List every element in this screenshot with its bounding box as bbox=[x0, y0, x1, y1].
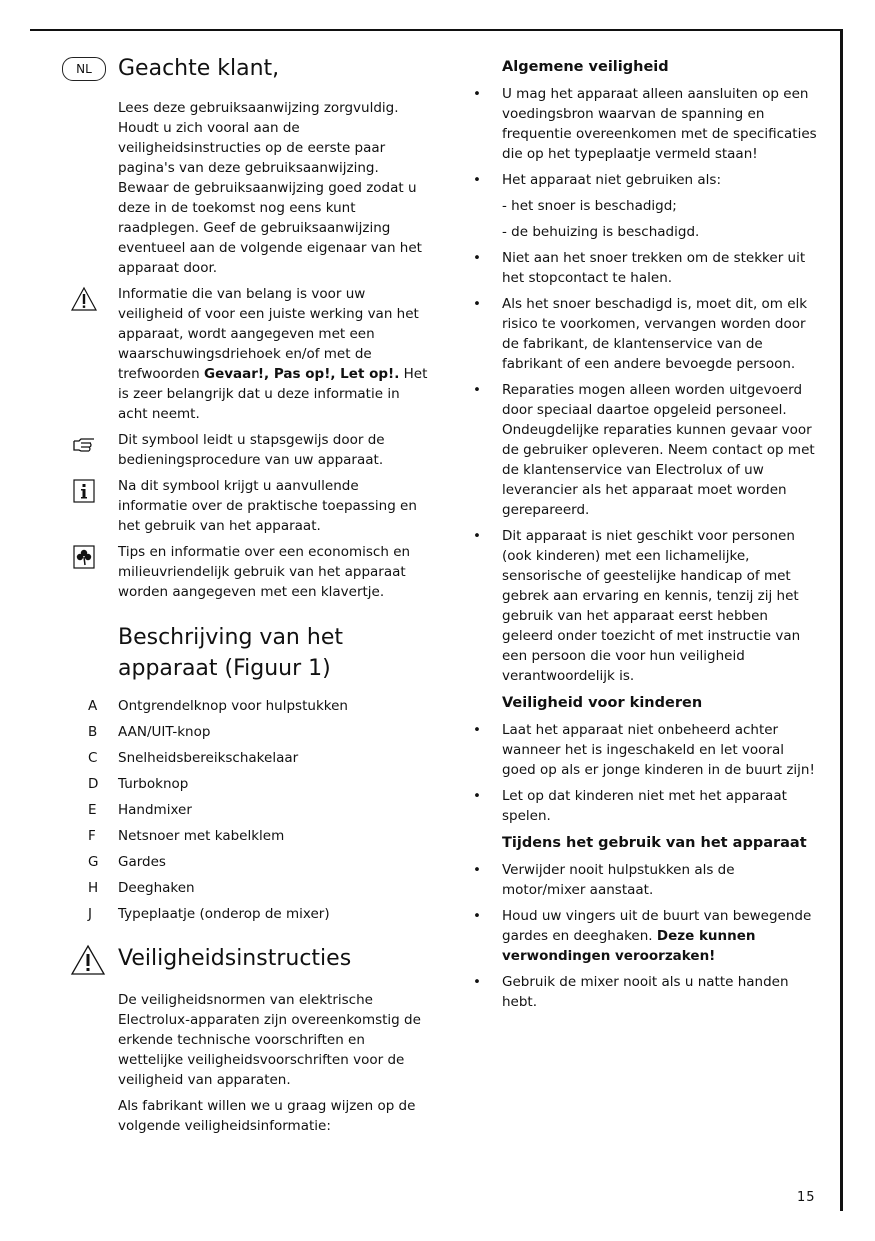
bullet-dot: • bbox=[473, 862, 481, 878]
left-column bbox=[62, 50, 432, 1136]
part-label: Ontgrendelknop voor hulpstukken bbox=[118, 698, 348, 714]
bullet-dot: • bbox=[473, 382, 481, 398]
bullet-dot: • bbox=[473, 296, 481, 312]
language-badge: NL bbox=[62, 57, 106, 81]
bullet-bold-warning: Deze kunnen verwondingen veroorzaken! bbox=[502, 928, 756, 964]
bullet-dot: • bbox=[473, 908, 481, 924]
list-item bbox=[62, 800, 432, 826]
warning-text-part-b: Het is zeer belangrijk dat u deze informatie in acht neemt. bbox=[118, 366, 428, 422]
page-number: 15 bbox=[797, 1190, 816, 1205]
children-safety-title: Veiligheid voor kinderen bbox=[502, 695, 703, 711]
clover-symbol-row bbox=[62, 542, 432, 602]
list-item bbox=[470, 248, 820, 288]
list-item bbox=[470, 972, 820, 1012]
list-item bbox=[62, 852, 432, 878]
info-icon bbox=[70, 478, 98, 504]
list-item bbox=[470, 720, 820, 780]
list-item bbox=[62, 696, 432, 722]
bullet-dot: • bbox=[473, 788, 481, 804]
bullet-text: Reparaties mogen alleen worden uitgevoerd door speciaal daartoe opgeleid personeel. Ondeugdelijke reparaties kunnen gevaar voor de gebruiker opleveren. Neem contact op met de klantenservice van Electrolux of uw leverancier als het apparaat moet worden gerepareerd. bbox=[502, 382, 815, 518]
list-item bbox=[470, 294, 820, 374]
part-label: Gardes bbox=[118, 854, 166, 870]
bullet-dot: • bbox=[473, 974, 481, 990]
safety-para1: De veiligheidsnormen van elektrische Electrolux-apparaten zijn overeenkomstig de erkende technische voorschriften en wettelijke veiligheidsvoorschriften voor de veiligheid van apparaten. bbox=[118, 992, 421, 1088]
bullet-dot: • bbox=[473, 86, 481, 102]
warning-keywords: Gevaar!, Pas op!, Let op!. bbox=[203, 366, 400, 382]
part-label: Typeplaatje (onderop de mixer) bbox=[118, 906, 330, 922]
bullet-text: U mag het apparaat alleen aansluiten op een voedingsbron waarvan de spanning en frequentie overeenkomen met de specificaties die op het typeplaatje vermeld staan! bbox=[502, 86, 817, 162]
page-frame-right-rule bbox=[840, 29, 843, 1211]
hand-symbol-row bbox=[62, 430, 432, 470]
usage-safety-title: Tijdens het gebruik van het apparaat bbox=[502, 835, 807, 851]
right-column bbox=[470, 56, 820, 1018]
part-letter: G bbox=[88, 854, 99, 870]
greeting-title: Geachte klant, bbox=[118, 56, 280, 81]
part-label: AAN/UIT-knop bbox=[118, 724, 211, 740]
description-title-line1: Beschrijving van het bbox=[118, 625, 343, 650]
greeting-intro: Lees deze gebruiksaanwijzing zorgvuldig. Houdt u zich vooral aan de veiligheidsinstructies op de eerste paar pagina's van deze gebruiksaanwijzing. Bewaar de gebruiksaanwijzing goed zodat u deze in de toekomst nog eens kunt raadplegen. Geef de gebruiksaanwijzing eventueel aan de volgende eigenaar van het apparaat door. bbox=[118, 100, 422, 276]
description-title-line2: apparaat (Figuur 1) bbox=[118, 656, 331, 681]
bullet-text: Let op dat kinderen niet met het apparaat spelen. bbox=[502, 788, 787, 824]
pointing-hand-icon bbox=[70, 432, 98, 458]
part-label: Deeghaken bbox=[118, 880, 195, 896]
bullet-text: Als het snoer beschadigd is, moet dit, om elk risico te voorkomen, vervangen worden door de fabrikant, de klantenservice van de fabrikant of een andere bevoegde persoon. bbox=[502, 296, 808, 372]
parts-list bbox=[62, 696, 432, 930]
info-symbol-text: Na dit symbool krijgt u aanvullende informatie over de praktische toepassing en het gebruik van het apparaat. bbox=[118, 478, 417, 534]
warning-triangle-icon bbox=[70, 286, 98, 312]
part-label: Netsnoer met kabelklem bbox=[118, 828, 285, 844]
clover-icon bbox=[70, 544, 98, 570]
page-frame-top-rule bbox=[30, 29, 842, 31]
list-item bbox=[62, 826, 432, 852]
description-heading bbox=[118, 622, 432, 684]
part-letter: B bbox=[88, 724, 98, 740]
list-item bbox=[62, 774, 432, 800]
list-item bbox=[470, 380, 820, 520]
bullet-text: Gebruik de mixer nooit als u natte handen hebt. bbox=[502, 974, 789, 1010]
list-item bbox=[62, 748, 432, 774]
part-letter: E bbox=[88, 802, 97, 818]
bullet-dot: • bbox=[473, 528, 481, 544]
bullet-text: Dit apparaat is niet geschikt voor personen (ook kinderen) met een lichamelijke, sensorische of geestelijke handicap of met gebrek aan ervaring en kennis, tenzij zij het gebruik van het apparaat eerst hebben geleerd onder toezicht of met instructie van een persoon die voor hun veiligheid verantwoordelijk is. bbox=[502, 528, 801, 684]
dash-item: - de behuizing is beschadigd. bbox=[502, 224, 700, 240]
bullet-dot: • bbox=[473, 172, 481, 188]
part-letter: F bbox=[88, 828, 96, 844]
hand-symbol-text: Dit symbool leidt u stapsgewijs door de bedieningsprocedure van uw apparaat. bbox=[118, 432, 385, 468]
part-letter: J bbox=[88, 906, 92, 922]
bullet-text: Verwijder nooit hulpstukken als de motor/mixer aanstaat. bbox=[502, 862, 735, 898]
info-symbol-row bbox=[62, 476, 432, 536]
greeting-header bbox=[62, 50, 432, 90]
list-item bbox=[470, 170, 820, 190]
list-item bbox=[470, 526, 820, 686]
list-item bbox=[62, 878, 432, 904]
safety-title: Veiligheidsinstructies bbox=[118, 946, 352, 971]
warning-text-part-a: Informatie die van belang is voor uw veiligheid of voor een juiste werking van het apparaat, wordt aangegeven met een waarschuwingsdriehoek en/of met de trefwoorden bbox=[118, 286, 419, 382]
list-item bbox=[62, 904, 432, 930]
bullet-text: Laat het apparaat niet onbeheerd achter wanneer het is ingeschakeld en let vooral goed op als er jonge kinderen in de buurt zijn! bbox=[502, 722, 815, 778]
list-item bbox=[470, 84, 820, 164]
warning-symbol-text bbox=[118, 284, 432, 424]
bullet-text: Het apparaat niet gebruiken als: bbox=[502, 172, 721, 188]
part-letter: C bbox=[88, 750, 98, 766]
bullet-text: Niet aan het snoer trekken om de stekker uit het stopcontact te halen. bbox=[502, 250, 806, 286]
part-label: Snelheidsbereikschakelaar bbox=[118, 750, 299, 766]
clover-symbol-text: Tips en informatie over een economisch en milieuvriendelijk gebruik van het apparaat worden aangegeven met een klavertje. bbox=[118, 544, 411, 600]
bullet-dot: • bbox=[473, 250, 481, 266]
general-safety-title: Algemene veiligheid bbox=[502, 59, 669, 75]
part-letter: H bbox=[88, 880, 99, 896]
list-item bbox=[470, 786, 820, 826]
list-item bbox=[470, 860, 820, 900]
part-label: Turboknop bbox=[118, 776, 189, 792]
part-letter: D bbox=[88, 776, 99, 792]
part-letter: A bbox=[88, 698, 98, 714]
warning-triangle-icon bbox=[70, 944, 106, 976]
warning-symbol-row bbox=[62, 284, 432, 424]
dash-item: - het snoer is beschadigd; bbox=[502, 198, 677, 214]
safety-para2: Als fabrikant willen we u graag wijzen op de volgende veiligheidsinformatie: bbox=[118, 1098, 416, 1134]
bullet-text: Houd uw vingers uit de buurt van bewegende gardes en deeghaken. bbox=[502, 908, 812, 944]
part-label: Handmixer bbox=[118, 802, 192, 818]
list-item bbox=[62, 722, 432, 748]
list-item bbox=[470, 906, 820, 966]
safety-heading bbox=[62, 940, 432, 980]
bullet-dot: • bbox=[473, 722, 481, 738]
